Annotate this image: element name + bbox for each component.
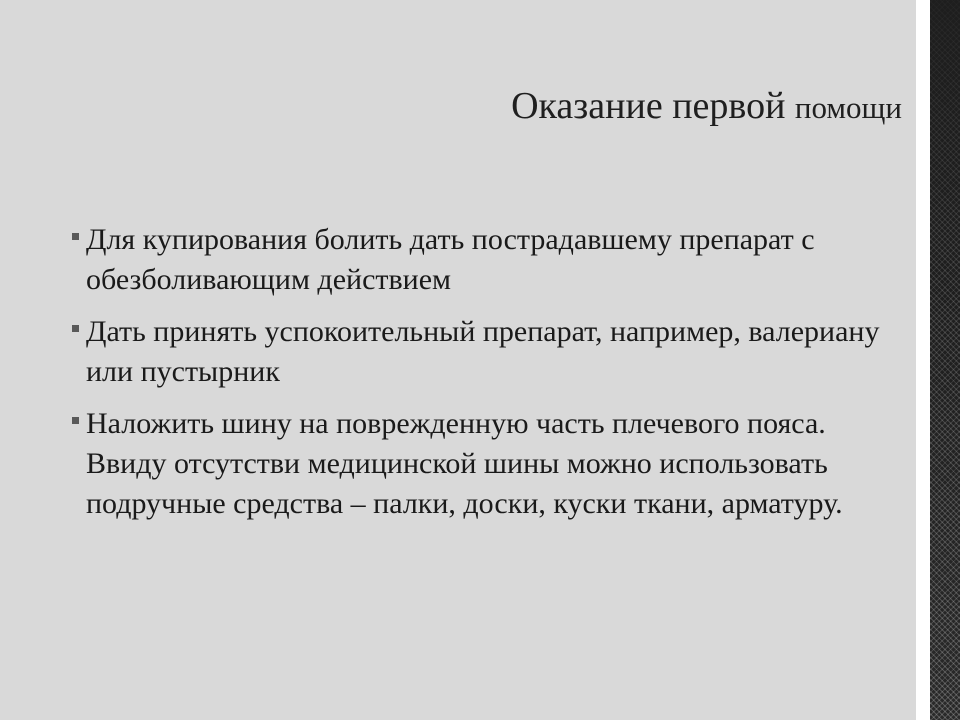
slide-title-small: помощи <box>794 90 902 125</box>
slide-title-main: Оказание первой <box>511 85 795 127</box>
bullet-item <box>70 220 910 300</box>
square-bullet-icon <box>72 233 79 240</box>
bullet-text: Дать принять успокоительный препарат, например, валериану или пустырник <box>86 315 880 388</box>
bullet-text: Для купирования болить дать пострадавшему препарат с обезболивающим действием <box>86 223 815 296</box>
bullet-item <box>70 404 910 524</box>
bullet-text: Наложить шину на поврежденную часть плечевого пояса. Ввиду отсутстви медицинской шины можно использовать подручные средства – палки, доски, куски ткани, арматуру. <box>86 407 843 520</box>
bullet-item <box>70 312 910 392</box>
square-bullet-icon <box>72 325 79 332</box>
slide-divider <box>916 0 930 720</box>
square-bullet-icon <box>72 417 79 424</box>
bullet-list <box>70 220 910 536</box>
slide-title <box>511 84 902 130</box>
decorative-side-strip <box>930 0 960 720</box>
